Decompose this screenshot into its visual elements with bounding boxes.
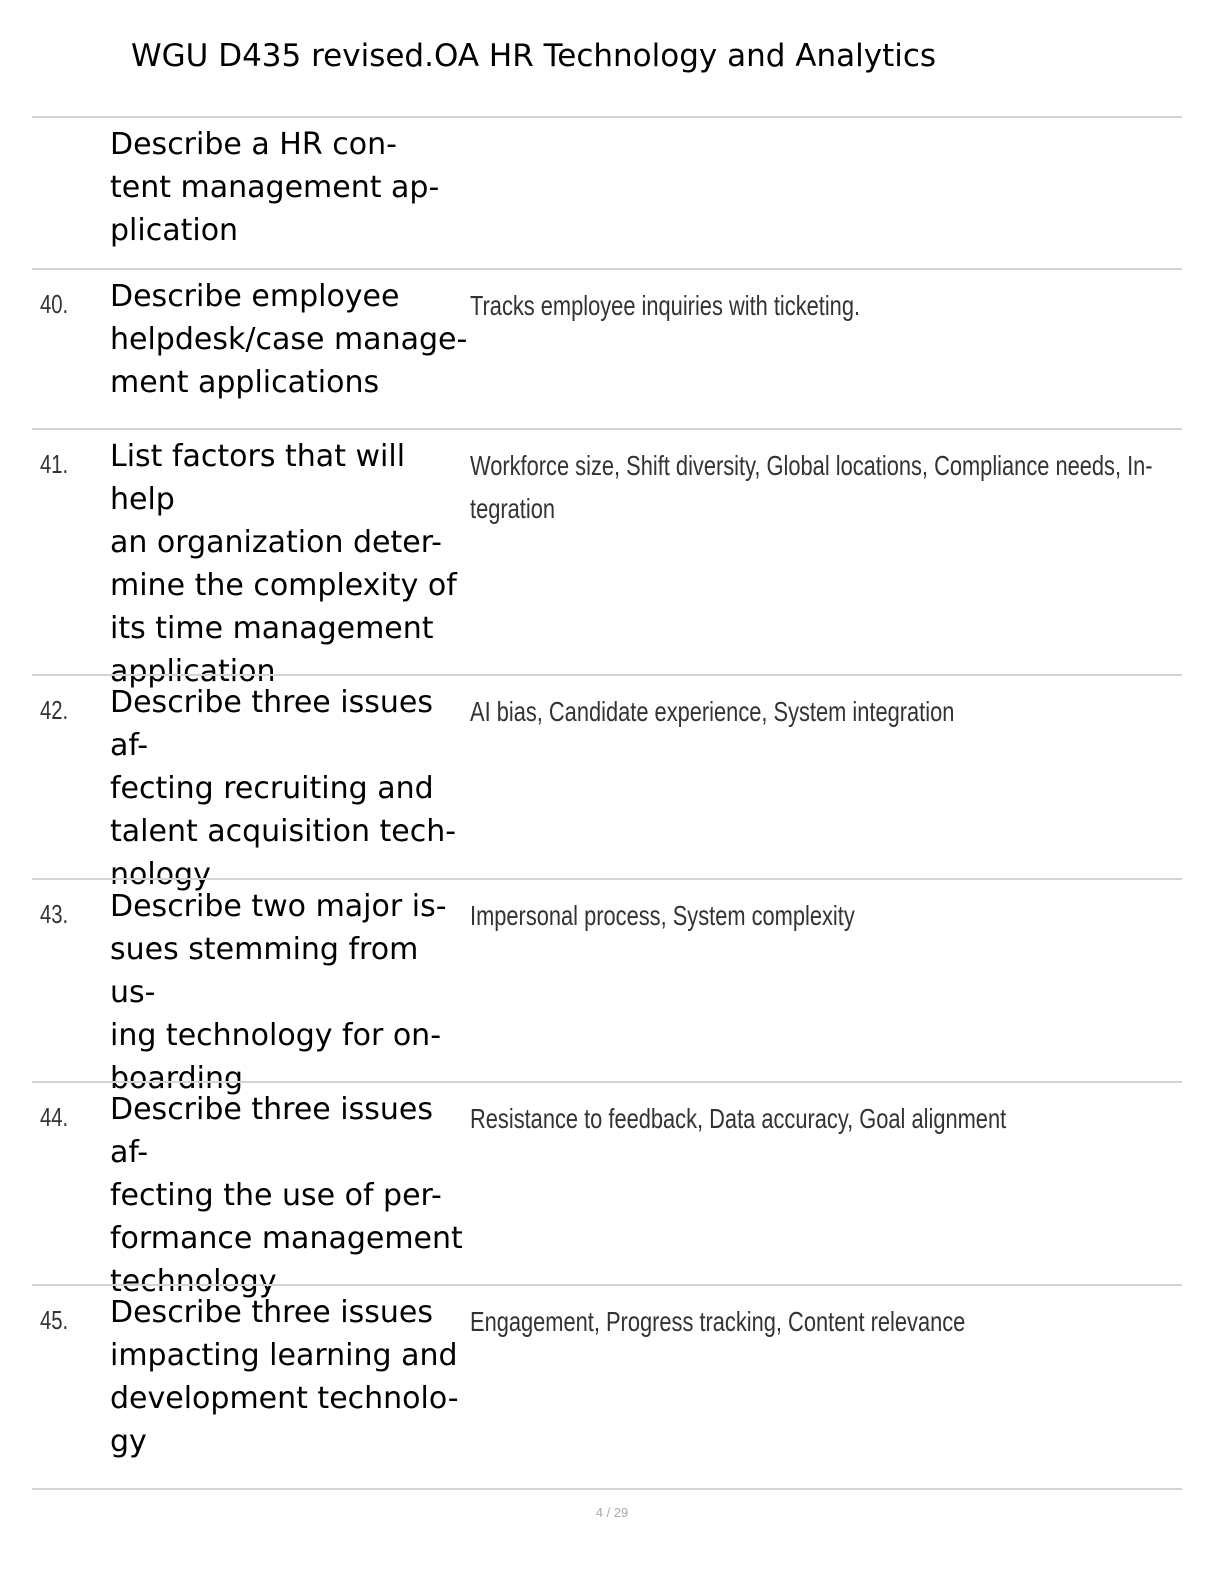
question-line: tent management ap- [110,170,440,205]
table-row [32,428,1182,689]
question-line: Describe two major is- [110,889,447,924]
question-line: Describe three issues af- [110,1092,433,1170]
flashcard-table [32,116,1182,1490]
question-line: helpdesk/case manage- [110,322,468,357]
question-line: sues stemming from us- [110,932,419,1010]
question-line: List factors that will help [110,439,406,517]
item-number: 43. [40,899,69,929]
question-text [110,275,468,404]
answer-text [470,1300,1160,1343]
question-line: talent acquisition tech- [110,814,457,849]
question-line: mine the complexity of [110,568,457,603]
question-line: ment applications [110,365,380,400]
answer-text [470,284,1160,327]
answer-line: Engagement, Progress tracking, Content relevance [470,1306,966,1337]
question-line: development technolo- [110,1381,459,1416]
question-text [110,1291,468,1463]
question-line: its time management [110,611,434,646]
question-line: fecting recruiting and [110,771,434,806]
answer-line: Impersonal process, System complexity [470,900,855,931]
table-row [32,674,1182,892]
question-line: technology [110,1264,277,1299]
question-line: boarding [110,1061,244,1096]
item-number: 41. [40,449,69,479]
question-text [110,435,468,693]
table-row [32,1284,1182,1490]
question-text [110,885,468,1100]
question-line: ing technology for on- [110,1018,442,1053]
item-number: 40. [40,289,69,319]
table-row [32,116,1182,268]
question-line: formance management [110,1221,463,1256]
item-number: 42. [40,695,69,725]
question-text [110,1088,468,1303]
answer-line: Resistance to feedback, Data accuracy, Goal alignment [470,1103,1007,1134]
table-row [32,268,1182,428]
question-line: Describe a HR con- [110,127,397,162]
answer-text [470,1097,1160,1140]
answer-line: Tracks employee inquiries with ticketing. [470,290,861,321]
page-number: 4 / 29 [595,1505,629,1520]
question-line: Describe three issues af- [110,685,433,763]
question-text [110,123,468,252]
question-line: application [110,654,276,689]
question-line: plication [110,213,239,248]
answer-line: AI bias, Candidate experience, System integration [470,696,955,727]
item-number: 44. [40,1102,69,1132]
answer-text [470,690,1160,733]
question-line: Describe three issues [110,1295,433,1330]
answer-line: tegration [470,493,555,524]
table-row [32,1081,1182,1299]
table-row [32,878,1182,1096]
question-line: impacting learning and [110,1338,458,1373]
question-line: nology [110,857,211,892]
question-line: fecting the use of per- [110,1178,442,1213]
question-text [110,681,468,896]
answer-text [470,444,1160,530]
answer-text [470,894,1160,937]
question-line: gy [110,1424,147,1459]
question-line: Describe employee [110,279,400,314]
item-number: 45. [40,1305,69,1335]
question-line: an organization deter- [110,525,442,560]
answer-line: Workforce size, Shift diversity, Global locations, Compliance needs, In- [470,450,1153,481]
document-title: WGU D435 revised.OA HR Technology and Analytics [131,38,937,74]
